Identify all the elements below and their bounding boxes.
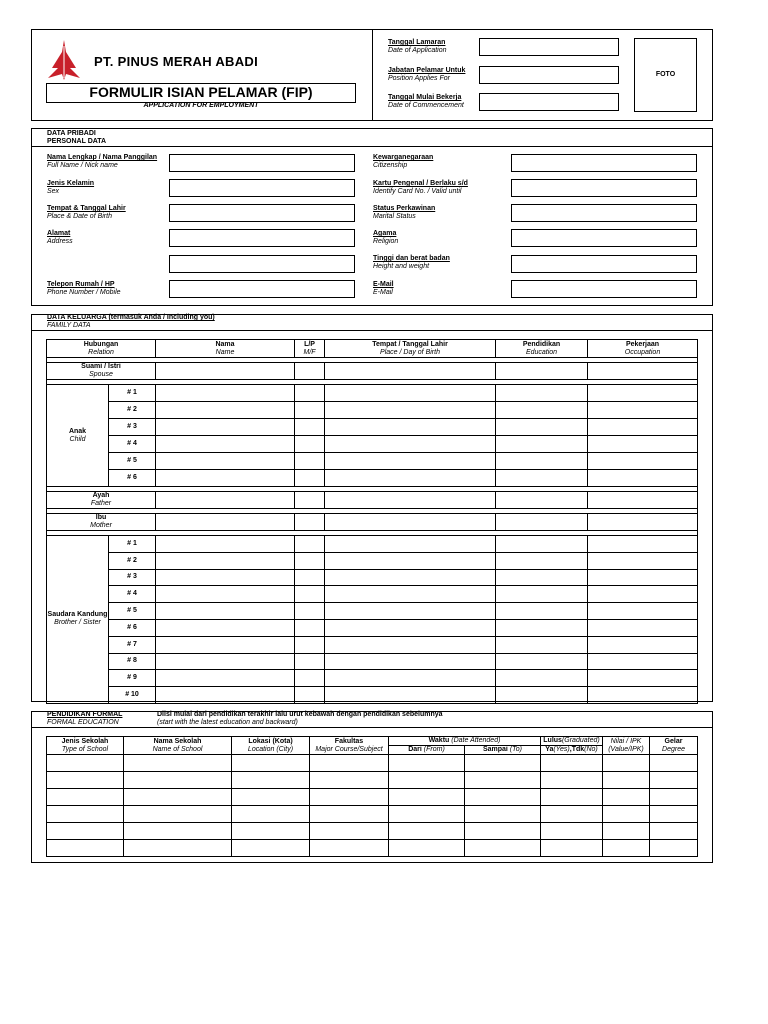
education-cell[interactable] xyxy=(310,823,389,840)
col-school-name: Nama Sekolah Name of School xyxy=(124,737,232,755)
sibling-row: # 5 xyxy=(47,603,698,620)
col-date-attended: Waktu (Date Attended) xyxy=(389,737,541,746)
education-title: PENDIDIKAN FORMAL xyxy=(47,711,123,718)
education-cell[interactable] xyxy=(389,755,465,772)
commencement-sub: Date of Commencement xyxy=(388,102,464,109)
col-education: Pendidikan Education xyxy=(496,340,588,358)
col-graduated: Lulus(Graduated) xyxy=(541,737,603,746)
id-card-input[interactable] xyxy=(511,179,697,197)
education-cell[interactable] xyxy=(541,806,603,823)
education-cell[interactable] xyxy=(603,755,650,772)
education-rows xyxy=(47,755,698,857)
id-card-sub: Identify Card No. / Valid until xyxy=(373,188,462,195)
education-cell[interactable] xyxy=(650,806,698,823)
height-weight-sub: Height and weight xyxy=(373,263,430,270)
education-cell[interactable] xyxy=(465,840,541,857)
position-label: Jabatan Pelamar Untuk xyxy=(388,67,466,74)
education-cell[interactable] xyxy=(389,789,465,806)
education-cell[interactable] xyxy=(232,755,310,772)
email-label: E-Mail xyxy=(373,281,394,288)
phone-input[interactable] xyxy=(169,280,355,298)
birth-input[interactable] xyxy=(169,204,355,222)
personal-header-line xyxy=(31,146,713,147)
education-cell[interactable] xyxy=(47,772,124,789)
personal-title: DATA PRIBADI xyxy=(47,130,96,137)
education-cell[interactable] xyxy=(310,755,389,772)
col-location: Lokasi (Kota) Location (City) xyxy=(232,737,310,755)
phone-sub: Phone Number / Mobile xyxy=(47,289,121,296)
education-cell[interactable] xyxy=(465,806,541,823)
citizenship-sub: Citizenship xyxy=(373,162,408,169)
birth-sub: Place & Date of Birth xyxy=(47,213,112,220)
child-row: # 4 xyxy=(47,436,698,453)
col-yes-no: Ya(Yes),Tdk(No) xyxy=(541,746,603,755)
commencement-label: Tanggal Mulai Bekerja xyxy=(388,94,462,101)
education-cell[interactable] xyxy=(603,806,650,823)
application-date-label: Tanggal Lamaran xyxy=(388,39,446,46)
marital-sub: Marital Status xyxy=(373,213,416,220)
address-input[interactable] xyxy=(169,229,355,247)
full-name-input[interactable] xyxy=(169,154,355,172)
siblings-label: Saudara Kandung Brother / Sister xyxy=(47,536,109,704)
position-input[interactable] xyxy=(479,66,619,84)
sex-sub: Sex xyxy=(47,188,60,195)
sibling-row: # 4 xyxy=(47,586,698,603)
email-sub: E-Mail xyxy=(373,289,393,296)
education-cell[interactable] xyxy=(232,772,310,789)
education-cell[interactable] xyxy=(47,806,124,823)
company-logo-icon xyxy=(44,38,84,80)
commencement-input[interactable] xyxy=(479,93,619,111)
education-cell[interactable] xyxy=(47,823,124,840)
education-cell[interactable] xyxy=(310,772,389,789)
education-cell[interactable] xyxy=(124,755,232,772)
education-cell[interactable] xyxy=(124,789,232,806)
education-cell[interactable] xyxy=(310,789,389,806)
family-table xyxy=(46,339,698,704)
col-degree: Gelar Degree xyxy=(650,737,698,755)
education-table xyxy=(46,736,698,857)
address-label: Alamat xyxy=(47,230,71,237)
child-row: # 3 xyxy=(47,419,698,436)
sibling-row: # 8 xyxy=(47,653,698,670)
education-cell[interactable] xyxy=(650,789,698,806)
education-cell[interactable] xyxy=(541,823,603,840)
education-cell[interactable] xyxy=(232,806,310,823)
education-note-sub: (start with the latest education and backward) xyxy=(157,719,298,726)
address-input-2[interactable] xyxy=(169,255,355,273)
child-row: # 5 xyxy=(47,453,698,470)
marital-input[interactable] xyxy=(511,204,697,222)
education-cell[interactable] xyxy=(389,823,465,840)
sibling-row: Saudara Kandung Brother / Sister # 1 xyxy=(47,536,698,553)
education-cell[interactable] xyxy=(603,772,650,789)
education-cell[interactable] xyxy=(232,840,310,857)
family-header-row xyxy=(47,340,698,358)
education-cell[interactable] xyxy=(465,823,541,840)
position-sub: Position Applies For xyxy=(388,75,450,82)
education-cell[interactable] xyxy=(389,806,465,823)
citizenship-label: Kewarganegaraan xyxy=(373,154,434,161)
sibling-row: # 9 xyxy=(47,670,698,687)
sibling-row: # 3 xyxy=(47,569,698,586)
education-header-row-1 xyxy=(47,737,698,746)
birth-label: Tempat & Tanggal Lahir xyxy=(47,205,126,212)
sibling-row: # 7 xyxy=(47,636,698,653)
mother-row xyxy=(47,514,698,531)
education-cell[interactable] xyxy=(465,789,541,806)
application-date-sub: Date of Application xyxy=(388,47,447,54)
education-cell[interactable] xyxy=(465,772,541,789)
education-subtitle: FORMAL EDUCATION xyxy=(47,719,119,726)
col-school-type: Jenis Sekolah Type of School xyxy=(47,737,124,755)
education-cell[interactable] xyxy=(603,823,650,840)
education-cell[interactable] xyxy=(124,806,232,823)
sibling-row: # 10 xyxy=(47,687,698,704)
col-relation: Hubungan Relation xyxy=(47,340,156,358)
address-sub: Address xyxy=(47,238,73,245)
col-gpa: Nilai / IPK (Value/IPK) xyxy=(603,737,650,755)
citizenship-input[interactable] xyxy=(511,154,697,172)
form-title: FORMULIR ISIAN PELAMAR (FIP) xyxy=(89,84,313,100)
father-row xyxy=(47,492,698,509)
personal-subtitle: PERSONAL DATA xyxy=(47,138,107,145)
education-cell[interactable] xyxy=(124,840,232,857)
id-card-label: Kartu Pengenal / Berlaku s/d xyxy=(373,180,468,187)
spouse-label: Suami / Istri Spouse xyxy=(47,363,156,380)
header-divider xyxy=(372,29,373,121)
family-title: DATA KELUARGA (termasuk Anda / Including you) xyxy=(47,314,215,321)
sex-label: Jenis Kelamin xyxy=(47,180,95,187)
education-cell[interactable] xyxy=(465,755,541,772)
sibling-row: # 6 xyxy=(47,619,698,636)
education-row xyxy=(47,806,698,823)
col-major: Fakultas Major Course/Subject xyxy=(310,737,389,755)
family-subtitle: FAMILY DATA xyxy=(47,322,91,329)
education-cell[interactable] xyxy=(650,840,698,857)
education-cell[interactable] xyxy=(389,840,465,857)
child-row: # 2 xyxy=(47,402,698,419)
form-subtitle: APPLICATION FOR EMPLOYMENT xyxy=(143,102,259,109)
education-cell[interactable] xyxy=(541,789,603,806)
education-cell[interactable] xyxy=(310,806,389,823)
col-sex: L/P M/F xyxy=(295,340,325,358)
education-cell[interactable] xyxy=(47,755,124,772)
education-cell[interactable] xyxy=(603,840,650,857)
education-cell[interactable] xyxy=(541,840,603,857)
education-cell[interactable] xyxy=(47,789,124,806)
sex-input[interactable] xyxy=(169,179,355,197)
education-row xyxy=(47,755,698,772)
education-cell[interactable] xyxy=(650,823,698,840)
religion-label: Agama xyxy=(373,230,397,237)
religion-sub: Religion xyxy=(373,238,399,245)
child-label: Anak Child xyxy=(47,385,109,487)
col-from: Dari (From) xyxy=(389,746,465,755)
education-cell[interactable] xyxy=(310,840,389,857)
col-birth: Tempat / Tanggal Lahir Place / Day of Birth xyxy=(325,340,496,358)
full-name-label: Nama Lengkap / Nama Panggilan xyxy=(47,154,158,161)
sibling-row: # 2 xyxy=(47,552,698,569)
col-to: Sampai (To) xyxy=(465,746,541,755)
education-header-line xyxy=(31,727,713,728)
child-row: # 6 xyxy=(47,470,698,487)
col-occupation: Pekerjaan Occupation xyxy=(588,340,698,358)
education-cell[interactable] xyxy=(124,772,232,789)
spouse-row xyxy=(47,363,698,380)
education-cell[interactable] xyxy=(650,755,698,772)
education-cell[interactable] xyxy=(232,789,310,806)
education-row xyxy=(47,840,698,857)
religion-input[interactable] xyxy=(511,229,697,247)
height-weight-input[interactable] xyxy=(511,255,697,273)
education-cell[interactable] xyxy=(650,772,698,789)
education-cell[interactable] xyxy=(541,755,603,772)
education-cell[interactable] xyxy=(389,772,465,789)
phone-label: Telepon Rumah / HP xyxy=(47,281,115,288)
education-cell[interactable] xyxy=(124,823,232,840)
education-note: Diisi mulai dari pendidikan terakhir lalu urut kebawah dengan pendidikan sebelumnya xyxy=(157,711,443,718)
mother-label: Ibu Mother xyxy=(47,514,156,531)
marital-label: Status Perkawinan xyxy=(373,205,436,212)
education-cell[interactable] xyxy=(47,840,124,857)
education-row xyxy=(47,789,698,806)
photo-label: FOTO xyxy=(655,71,676,78)
company-name: PT. PINUS MERAH ABADI xyxy=(94,54,258,69)
full-name-sub: Full Name / Nick name xyxy=(47,162,118,169)
education-row xyxy=(47,823,698,840)
education-cell[interactable] xyxy=(541,772,603,789)
father-label: Ayah Father xyxy=(47,492,156,509)
education-cell[interactable] xyxy=(603,789,650,806)
family-header-line xyxy=(31,330,713,331)
application-date-input[interactable] xyxy=(479,38,619,56)
child-row: Anak Child # 1 xyxy=(47,385,698,402)
height-weight-label: Tinggi dan berat badan xyxy=(373,255,450,262)
education-cell[interactable] xyxy=(232,823,310,840)
email-input[interactable] xyxy=(511,280,697,298)
education-row xyxy=(47,772,698,789)
col-name: Nama Name xyxy=(156,340,295,358)
